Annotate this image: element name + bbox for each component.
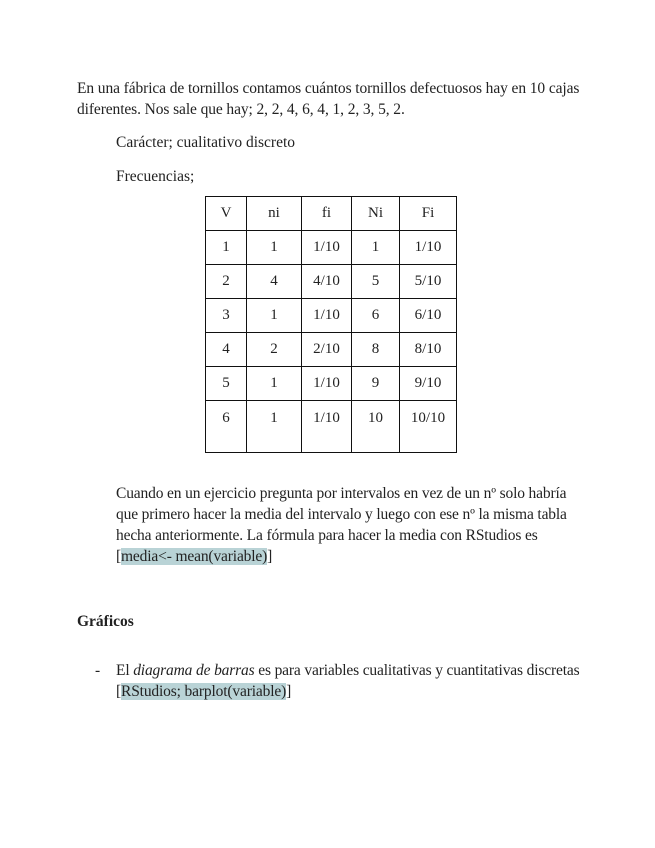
intervals-text: Cuando en un ejercicio pregunta por intervalos en vez de un nº solo habría que primero hacer la media del intervalo y luego con ese nº la misma tabla hecha anteriormente. La fórmula para hacer la media con RStudios es (116, 485, 567, 544)
intervals-paragraph (116, 483, 586, 567)
barplot-bullet-item (116, 660, 596, 702)
table-cell: 1 (247, 299, 302, 333)
table-row (206, 299, 457, 333)
table-cell: 5 (206, 367, 247, 401)
table-cell: 4 (206, 333, 247, 367)
bullet-prefix: El (116, 662, 134, 679)
bracket-close: ] (286, 683, 292, 700)
table-cell: 2 (206, 265, 247, 299)
table-cell: 2 (247, 333, 302, 367)
table-cell: 1 (247, 231, 302, 265)
table-row (206, 367, 457, 401)
code-snippet-barplot: RStudios; barplot(variable) (121, 683, 287, 700)
table-header-cell: fi (302, 197, 352, 231)
bullet-marker: - (95, 662, 101, 679)
table-header-row (206, 197, 457, 231)
graficos-heading: Gráficos (77, 613, 134, 630)
table-row (206, 231, 457, 265)
table-cell: 6/10 (400, 299, 457, 333)
table-cell: 4 (247, 265, 302, 299)
table-cell: 1/10 (302, 367, 352, 401)
frequency-table (205, 196, 457, 453)
table-cell: 1 (206, 231, 247, 265)
table-cell: 1/10 (400, 231, 457, 265)
table-cell: 9 (352, 367, 400, 401)
bullet-emphasis: diagrama de barras (133, 662, 255, 679)
table-cell: 3 (206, 299, 247, 333)
table-cell: 1 (247, 401, 302, 453)
table-cell: 5 (352, 265, 400, 299)
table-cell: 2/10 (302, 333, 352, 367)
code-snippet-mean: media<- mean(variable) (121, 548, 268, 565)
bracket-open: [ (116, 548, 122, 565)
table-header-cell: V (206, 197, 247, 231)
table-cell: 6 (352, 299, 400, 333)
table-cell: 4/10 (302, 265, 352, 299)
table-cell: 5/10 (400, 265, 457, 299)
table-cell: 1/10 (302, 401, 352, 453)
table-cell: 8/10 (400, 333, 457, 367)
bullet-suffix: es para variables cualitativas y cuantitativas discretas (254, 662, 580, 679)
table-cell: 1/10 (302, 299, 352, 333)
table-header-cell: ni (247, 197, 302, 231)
table-row (206, 333, 457, 367)
table-cell: 6 (206, 401, 247, 453)
table-header-cell: Ni (352, 197, 400, 231)
table-cell: 1 (247, 367, 302, 401)
table-cell: 8 (352, 333, 400, 367)
table-cell: 10 (352, 401, 400, 453)
intro-paragraph: En una fábrica de tornillos contamos cuántos tornillos defectuosos hay en 10 cajas diferentes. Nos sale que hay; 2, 2, 4, 6, 4, 1, 2, 3, 5, 2. (77, 80, 580, 118)
table-cell: 1/10 (302, 231, 352, 265)
table-cell: 9/10 (400, 367, 457, 401)
table-row (206, 401, 457, 453)
caracter-line: Carácter; cualitativo discreto (116, 134, 296, 151)
table-cell: 1 (352, 231, 400, 265)
bracket-close: ] (267, 548, 273, 565)
table-row (206, 265, 457, 299)
frecuencias-label: Frecuencias; (116, 168, 195, 185)
table-header-cell: Fi (400, 197, 457, 231)
bracket-open: [ (116, 683, 122, 700)
table-cell: 10/10 (400, 401, 457, 453)
